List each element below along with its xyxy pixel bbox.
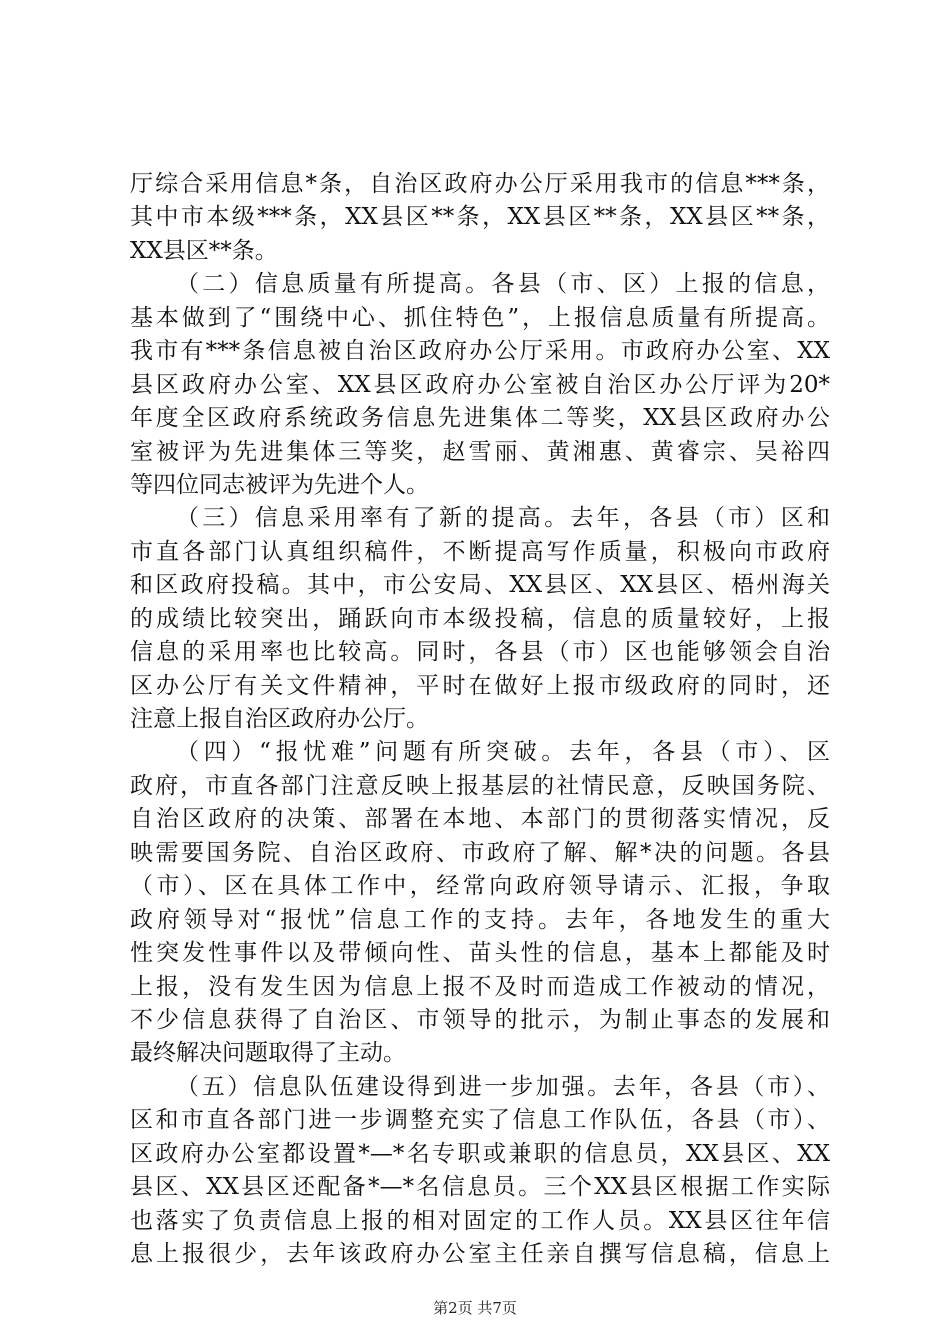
text-line: 性突发性事件以及带倾向性、苗头性的信息，基本上都能及时 [130, 940, 830, 967]
text-line: 区政府办公室都设置*—*名专职或兼职的信息员，XX县区、XX [130, 1140, 830, 1167]
text-line: （五）信息队伍建设得到进一步加强。去年，各县（市）、 [176, 1073, 830, 1100]
text-line: 县区政府办公室、XX县区政府办公室被自治区办公厅评为20* [130, 371, 830, 398]
text-line: 其中市本级***条，XX县区**条，XX县区**条，XX县区**条， [130, 204, 830, 231]
page-footer: 第2页 共7页 [433, 1299, 517, 1317]
text-line: 县区、XX县区还配备*—*名信息员。三个XX县区根据工作实际 [130, 1174, 830, 1201]
text-line: 最终解决问题取得了主动。 [130, 1040, 406, 1067]
text-line: 息上报很少，去年该政府办公室主任亲自撰写信息稿，信息上 [130, 1241, 830, 1267]
text-line: 信息的采用率也比较高。同时，各县（市）区也能够领会自治 [130, 639, 830, 666]
text-line: 注意上报自治区政府办公厅。 [130, 706, 429, 732]
text-line: 政府领导对“报忧”信息工作的支持。去年，各地发生的重大 [130, 906, 830, 933]
text-line: 厅综合采用信息*条，自治区政府办公厅采用我市的信息***条， [130, 171, 830, 197]
text-line: 等四位同志被评为先进个人。 [130, 471, 429, 498]
text-line: 和区政府投稿。其中，市公安局、XX县区、XX县区、梧州海关 [130, 572, 830, 599]
text-line: 上报，没有发生因为信息上报不及时而造成工作被动的情况， [130, 973, 830, 1000]
text-line: 映需要国务院、自治区政府、市政府了解、解*决的问题。各县 [130, 839, 830, 866]
text-line: 市直各部门认真组织稿件，不断提高写作质量，积极向市政府 [130, 538, 830, 565]
text-line: 我市有***条信息被自治区政府办公厅采用。市政府办公室、XX [130, 338, 830, 365]
text-line: 室被评为先进集体三等奖，赵雪丽、黄湘惠、黄睿宗、吴裕四 [130, 438, 830, 465]
text-line: （市）、区在具体工作中，经常向政府领导请示、汇报，争取 [130, 873, 830, 900]
text-line: （三）信息采用率有了新的提高。去年，各县（市）区和 [176, 505, 830, 532]
text-line: 不少信息获得了自治区、市领导的批示，为制止事态的发展和 [130, 1006, 830, 1033]
text-line: 也落实了负责信息上报的相对固定的工作人员。XX县区往年信 [130, 1207, 830, 1234]
text-line: 区办公厅有关文件精神，平时在做好上报市级政府的同时，还 [130, 672, 830, 699]
body-text [130, 168, 830, 1271]
text-line: （四）“报忧难”问题有所突破。去年，各县（市）、区 [176, 739, 830, 766]
text-line: （二）信息质量有所提高。各县（市、区）上报的信息， [176, 271, 830, 298]
text-line: 的成绩比较突出，踊跃向市本级投稿，信息的质量较好，上报 [130, 605, 830, 632]
text-line: 基本做到了“围绕中心、抓住特色”，上报信息质量有所提高。 [130, 304, 830, 331]
text-line: 政府，市直各部门注意反映上报基层的社情民意，反映国务院、 [130, 772, 830, 799]
text-line: XX县区**条。 [130, 237, 278, 264]
text-line: 自治区政府的决策、部署在本地、本部门的贯彻落实情况，反 [130, 806, 830, 833]
text-line: 区和市直各部门进一步调整充实了信息工作队伍，各县（市）、 [130, 1107, 830, 1134]
text-line: 年度全区政府系统政务信息先进集体二等奖，XX县区政府办公 [130, 405, 830, 432]
